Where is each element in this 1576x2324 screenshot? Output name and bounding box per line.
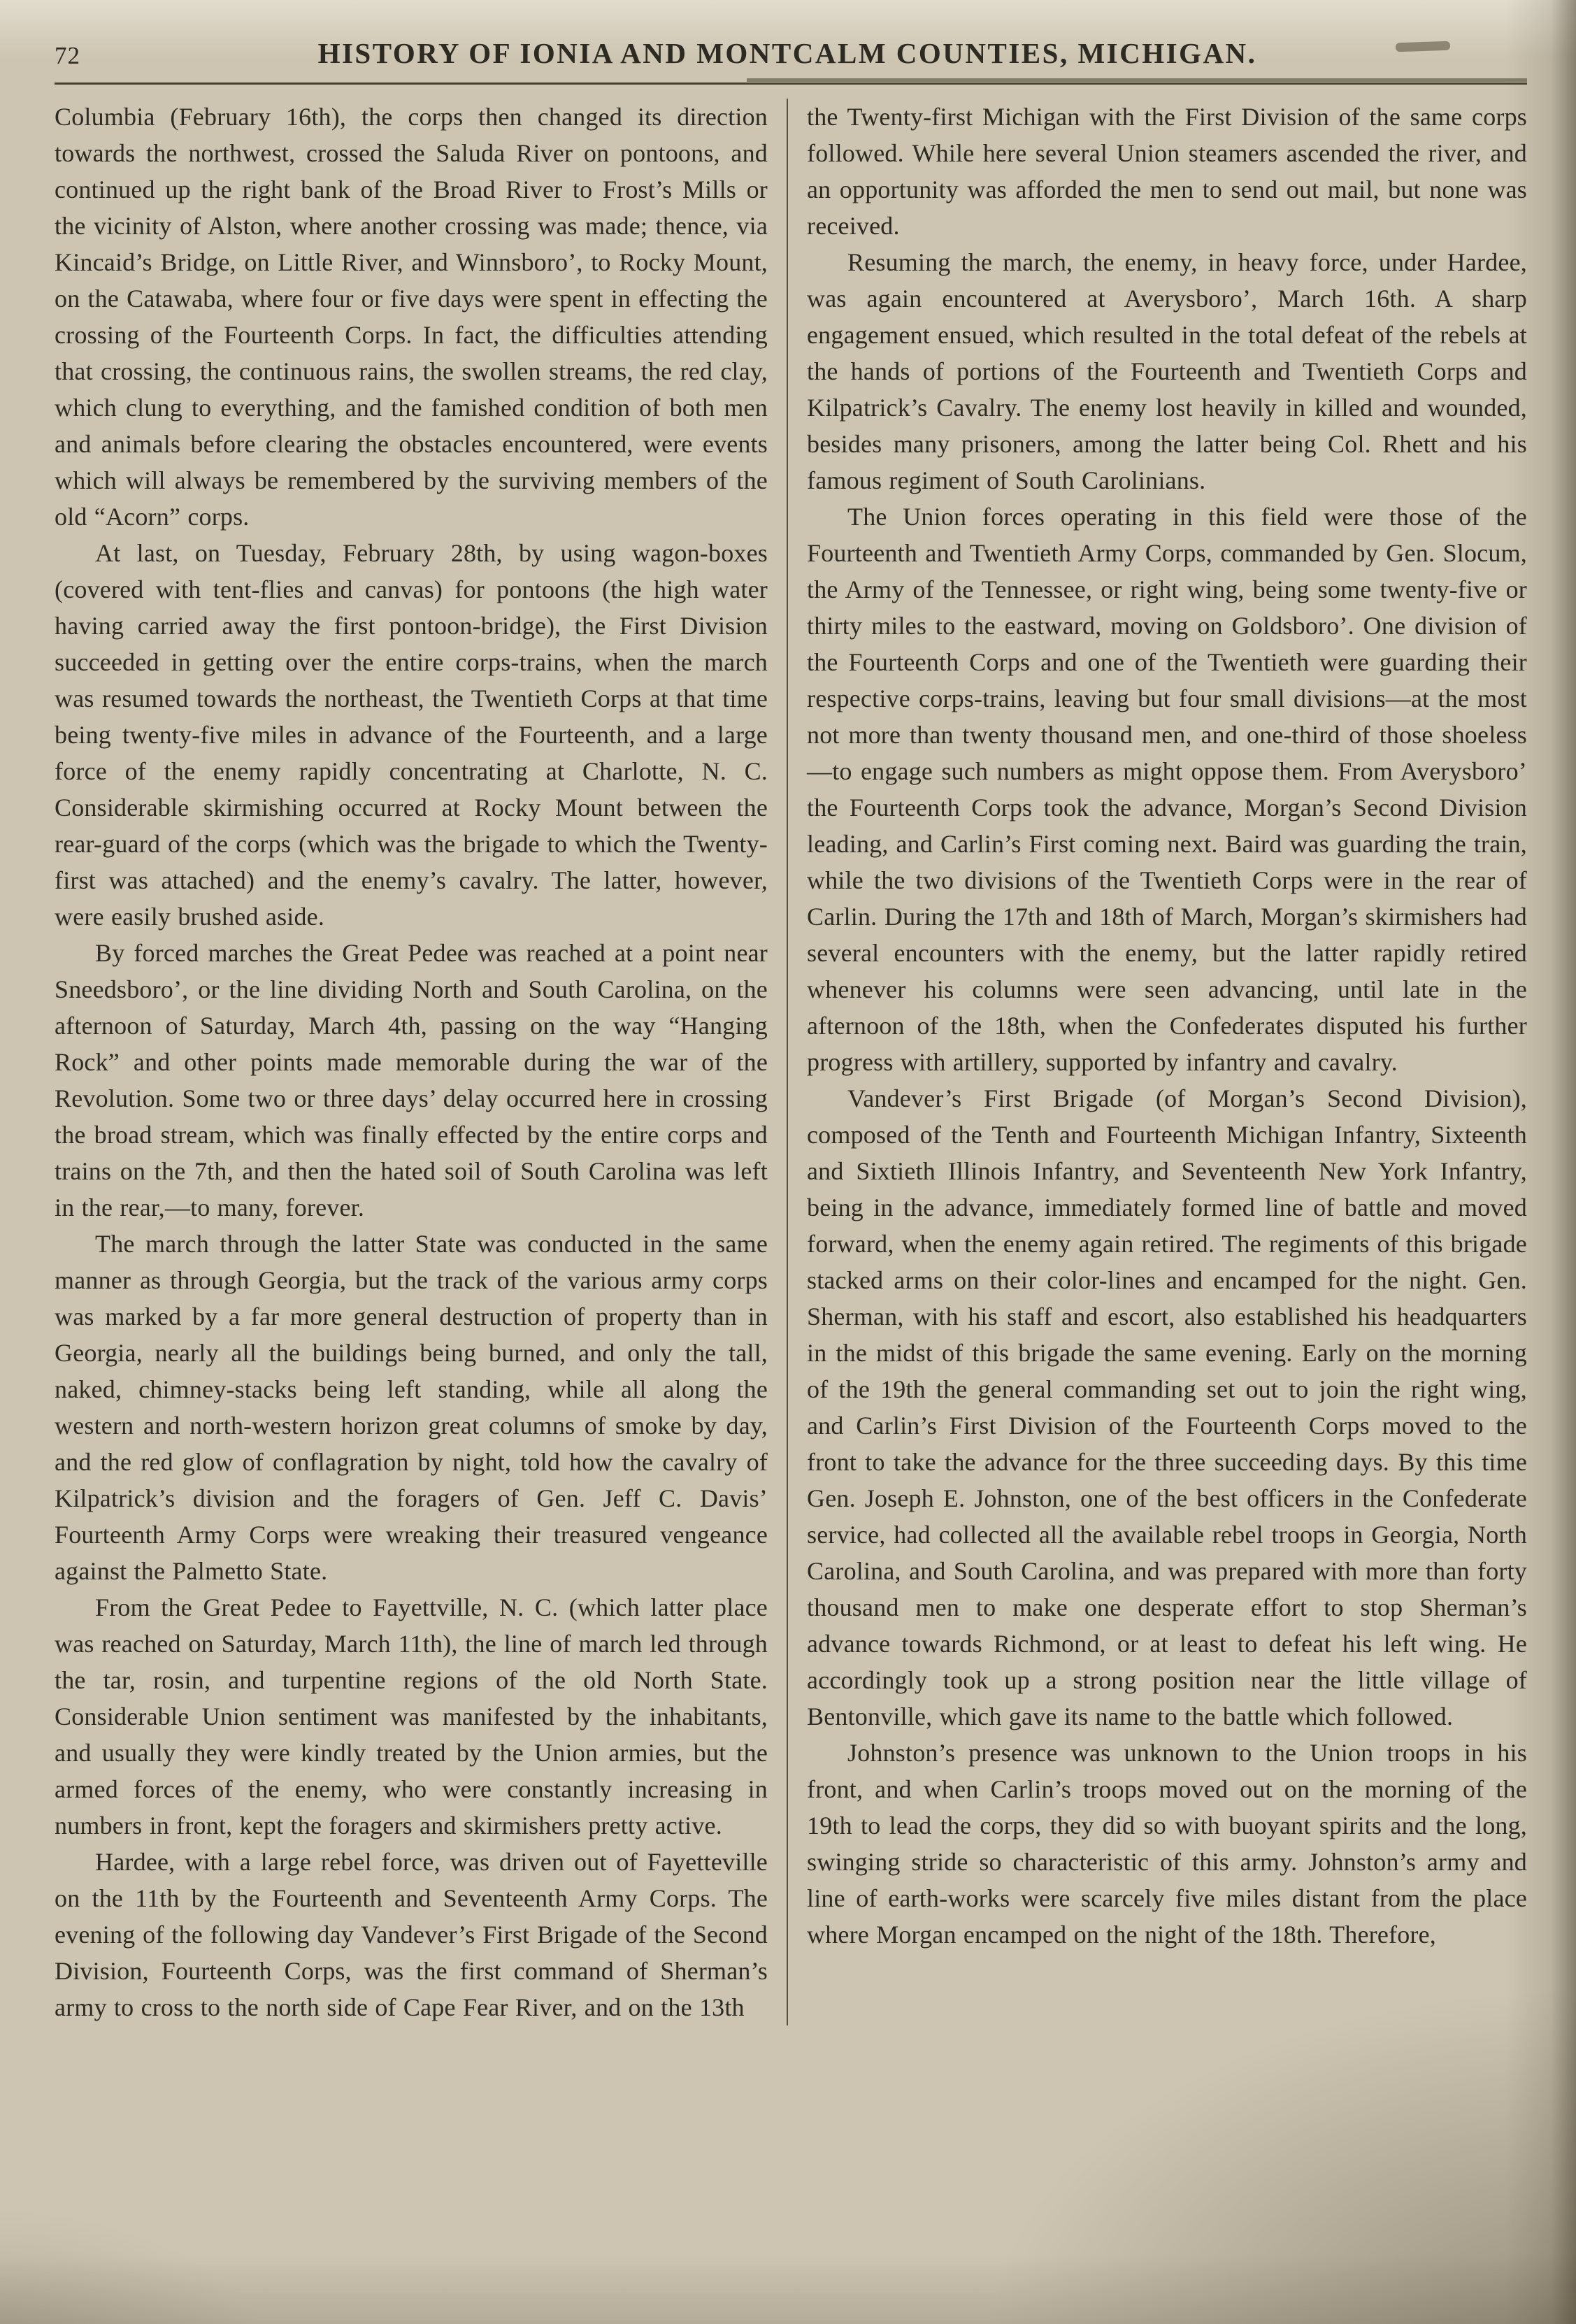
paragraph: By forced marches the Great Pedee was reached at a point near Sneedsboro’, or the line dividing North and South Carolina, on the afternoon of Saturday, March 4th, passing on the way “Hanging Rock” and other points made memorable during the war of the Revolution. Some two or three days’ delay occurred here in crossing the broad stream, which was finally effected by the entire corps and trains on the 7th, and then the hated soil of South Carolina was left in the rear,—to many, forever. — [55, 939, 768, 1221]
paragraph: the Twenty-first Michigan with the First Division of the same corps followed. While here several Union steamers ascended the river, and an opportunity was afforded the men to send out mail, but none was received. — [807, 103, 1527, 240]
paragraph: Columbia (February 16th), the corps then changed its direction towards the northwest, crossed the Saluda River on pontoons, and continued up the right bank of the Broad River to Frost’s Mills or the vicinity of Alston, where another crossing was made; thence, via Kincaid’s Bridge, on Little River, and Winnsboro’, to Rocky Mount, on the Catawaba, where four or five days were spent in effecting the crossing of the Fourteenth Corps. In fact, the difficulties attending that crossing, the continuous rains, the swollen streams, the red clay, which clung to everything, and the famished condition of both men and animals before clearing the obstacles encountered, were events which will always be remembered by the surviving members of the old “Acorn” corps. — [55, 103, 768, 531]
paragraph: At last, on Tuesday, February 28th, by using wagon-boxes (covered with tent-flies and canvas) for pontoons (the high water having carried away the first pontoon-bridge), the First Division succeeded in getting over the entire corps-trains, when the march was resumed towards the northeast, the Twentieth Corps at that time being twenty-five miles in advance of the Fourteenth, and a large force of the enemy rapidly concentrating at Charlotte, N. C. Considerable skirmishing occurred at Rocky Mount between the rear-guard of the corps (which was the brigade to which the Twenty-first was attached) and the enemy’s cavalry. The latter, however, were easily brushed aside. — [55, 539, 768, 931]
page-header — [55, 36, 1520, 71]
page-number: 72 — [55, 42, 80, 69]
paragraph: Hardee, with a large rebel force, was driven out of Fayetteville on the 11th by the Fourteenth and Seventeenth Army Corps. The evening of the following day Vandever’s First Brigade of the Second Division, Fourteenth Corps, was the first command of Sherman’s army to cross to the north side of Cape Fear River, and on the 13th — [55, 1848, 768, 2021]
paragraph: Vandever’s First Brigade (of Morgan’s Second Division), composed of the Tenth and Fourteenth Michigan Infantry, Sixteenth and Sixtieth Illinois Infantry, and Seventeenth New York Infantry, being in the advance, immediately formed line of battle and moved forward, when the enemy again retired. The regiments of this brigade stacked arms on their color-lines and encamped for the night. Gen. Sherman, with his staff and escort, also established his headquarters in the midst of this brigade the same evening. Early on the morning of the 19th the general commanding set out to join the right wing, and Carlin’s First Division of the Fourteenth Corps moved to the front to take the advance for the three succeeding days. By this time Gen. Joseph E. Johnston, one of the best officers in the Confederate service, had collected all the available rebel troops in Georgia, North Carolina, and South Carolina, and was prepared with more than forty thousand men to make one desperate effort to stop Sherman’s advance towards Richmond, or at least to defeat his left wing. He accordingly took up a strong position near the little village of Bentonville, which gave its name to the battle which followed. — [807, 1084, 1527, 1730]
right-column — [788, 99, 1527, 2025]
paragraph: Resuming the march, the enemy, in heavy force, under Hardee, was again encountered at Averysboro’, March 16th. A sharp engagement ensued, which resulted in the total defeat of the rebels at the hands of portions of the Fourteenth and Twentieth Corps and Kilpatrick’s Cavalry. The enemy lost heavily in killed and wounded, besides many prisoners, among the latter being Col. Rhett and his famous regiment of South Carolinians. — [807, 248, 1527, 494]
paragraph: Johnston’s presence was unknown to the Union troops in his front, and when Carlin’s troops moved out on the morning of the 19th to lead the corps, they did so with buoyant spirits and the long, swinging stride so characteristic of this army. Johnston’s army and line of earth-works were scarcely five miles distant from the place where Morgan encamped on the night of the 18th. Therefore, — [807, 1739, 1527, 1949]
header-rule-thick — [747, 78, 1527, 82]
paragraph: The Union forces operating in this field were those of the Fourteenth and Twentieth Army Corps, commanded by Gen. Slocum, the Army of the Tennessee, or right wing, being some twenty-five or thirty miles to the eastward, moving on Goldsboro’. One division of the Fourteenth Corps and one of the Twentieth were guarding their respective corps-trains, leaving but four small divisions—at the most not more than twenty thousand men, and one-third of those shoeless—to engage such numbers as might oppose them. From Averysboro’ the Fourteenth Corps took the advance, Morgan’s Second Division leading, and Carlin’s First coming next. Baird was guarding the train, while the two divisions of the Twentieth Corps were in the rear of Carlin. During the 17th and 18th of March, Morgan’s skirmishers had several encounters with the enemy, but the latter rapidly retired whenever his columns were seen advancing, until late in the afternoon of the 18th, when the Confederates disputed his further progress with artillery, supported by infantry and cavalry. — [807, 503, 1527, 1076]
header-rule — [55, 83, 1527, 85]
paragraph: The march through the latter State was conducted in the same manner as through Georgia, but the track of the various army corps was marked by a far more general destruction of property than in Georgia, nearly all the buildings being burned, and only the tall, naked, chimney-stacks being left standing, while all along the western and north-western horizon great columns of smoke by day, and the red glow of conflagration by night, told how the cavalry of Kilpatrick’s division and the foragers of Gen. Jeff C. Davis’ Fourteenth Army Corps were wreaking their treasured vengeance against the Palmetto State. — [55, 1230, 768, 1585]
paragraph: From the Great Pedee to Fayettville, N. C. (which latter place was reached on Saturday, March 11th), the line of march led through the tar, rosin, and turpentine regions of the old North State. Considerable Union sentiment was manifested by the inhabitants, and usually they were kindly treated by the Union armies, but the armed forces of the enemy, who were constantly increasing in numbers in front, kept the foragers and skirmishers pretty active. — [55, 1593, 768, 1839]
running-title: HISTORY OF IONIA AND MONTCALM COUNTIES, MICHIGAN. — [317, 37, 1257, 69]
left-column — [55, 99, 787, 2025]
text-columns — [55, 99, 1527, 2025]
